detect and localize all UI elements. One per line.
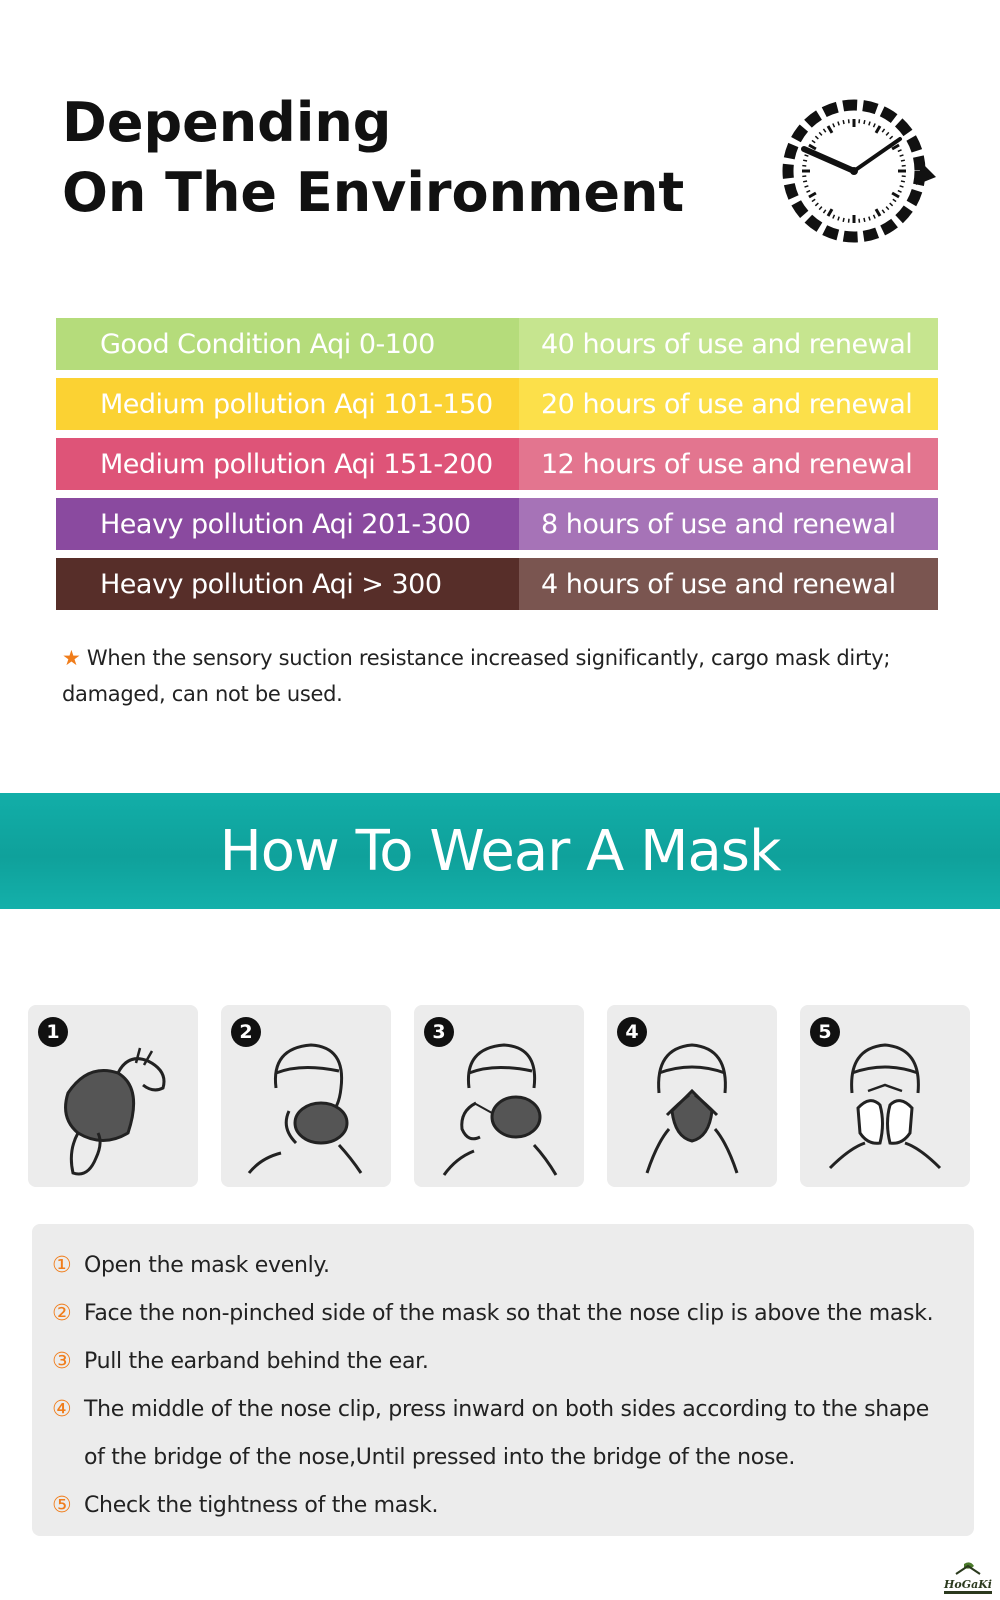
check-tightness-step-icon xyxy=(820,1033,950,1183)
step-number: 3 xyxy=(424,1017,454,1047)
instruction-item xyxy=(52,1242,952,1290)
clock-tick xyxy=(864,120,865,124)
aqi-row xyxy=(56,498,938,550)
aqi-condition: Heavy pollution Aqi 201-300 xyxy=(56,498,519,550)
aqi-condition: Medium pollution Aqi 101-150 xyxy=(56,378,519,430)
step-number: 4 xyxy=(617,1017,647,1047)
clock-tick xyxy=(864,218,865,222)
clock-icon xyxy=(772,95,942,255)
step-card xyxy=(221,1005,391,1187)
instruction-text: Check the tightness of the mask. xyxy=(84,1493,439,1518)
instruction-item xyxy=(52,1482,952,1530)
clock-tick xyxy=(843,218,844,222)
aqi-table xyxy=(56,318,938,618)
star-icon: ★ xyxy=(62,646,81,670)
step-number: 5 xyxy=(810,1017,840,1047)
clock-tick xyxy=(901,160,905,161)
step-marker: ④ xyxy=(52,1397,72,1422)
nose-clip-step-icon xyxy=(627,1033,757,1183)
instruction-item xyxy=(52,1386,952,1482)
aqi-row xyxy=(56,378,938,430)
open-mask-step-icon xyxy=(48,1033,178,1183)
aqi-usage: 20 hours of use and renewal xyxy=(519,378,938,430)
instruction-item xyxy=(52,1290,952,1338)
step-number: 1 xyxy=(38,1017,68,1047)
brand-logo xyxy=(942,1560,994,1596)
aqi-usage: 12 hours of use and renewal xyxy=(519,438,938,490)
instruction-text: Face the non-pinched side of the mask so that the nose clip is above the mask. xyxy=(84,1301,934,1326)
page-title xyxy=(62,88,684,228)
step-card xyxy=(607,1005,777,1187)
title-line-2: On The Environment xyxy=(62,161,685,224)
step-marker: ⑤ xyxy=(52,1493,72,1518)
aqi-condition: Medium pollution Aqi 151-200 xyxy=(56,438,519,490)
section-title: How To Wear A Mask xyxy=(219,818,781,884)
aqi-row xyxy=(56,438,938,490)
instruction-text: The middle of the nose clip, press inward on both sides according to the shape of the bridge of the nose,Until pressed into the bridge of the nose. xyxy=(84,1397,929,1470)
instruction-text: Open the mask evenly. xyxy=(84,1253,330,1278)
aqi-usage: 8 hours of use and renewal xyxy=(519,498,938,550)
logo-text: HoGaKi xyxy=(944,1578,992,1591)
step-card xyxy=(800,1005,970,1187)
clock-tick xyxy=(803,181,807,182)
note-text: When the sensory suction resistance increased significantly, cargo mask dirty; damaged, can not be used. xyxy=(62,646,891,706)
clock-tick xyxy=(803,160,807,161)
usage-note xyxy=(62,640,942,712)
instructions-panel xyxy=(32,1224,974,1536)
clock-tick xyxy=(843,120,844,124)
instruction-text: Pull the earband behind the ear. xyxy=(84,1349,429,1374)
instructions-list xyxy=(52,1242,952,1530)
earband-step-icon xyxy=(434,1033,564,1183)
aqi-row xyxy=(56,318,938,370)
aqi-row xyxy=(56,558,938,610)
instruction-item xyxy=(52,1338,952,1386)
step-card xyxy=(28,1005,198,1187)
section-banner xyxy=(0,793,1000,909)
step-marker: ③ xyxy=(52,1349,72,1374)
aqi-usage: 4 hours of use and renewal xyxy=(519,558,938,610)
step-marker: ① xyxy=(52,1253,72,1278)
step-card xyxy=(414,1005,584,1187)
aqi-condition: Good Condition Aqi 0-100 xyxy=(56,318,519,370)
step-marker: ② xyxy=(52,1301,72,1326)
face-mask-step-icon xyxy=(241,1033,371,1183)
step-illustrations xyxy=(28,1005,972,1187)
clock-tick xyxy=(901,181,905,182)
step-number: 2 xyxy=(231,1017,261,1047)
aqi-usage: 40 hours of use and renewal xyxy=(519,318,938,370)
title-line-1: Depending xyxy=(62,91,392,154)
aqi-condition: Heavy pollution Aqi > 300 xyxy=(56,558,519,610)
